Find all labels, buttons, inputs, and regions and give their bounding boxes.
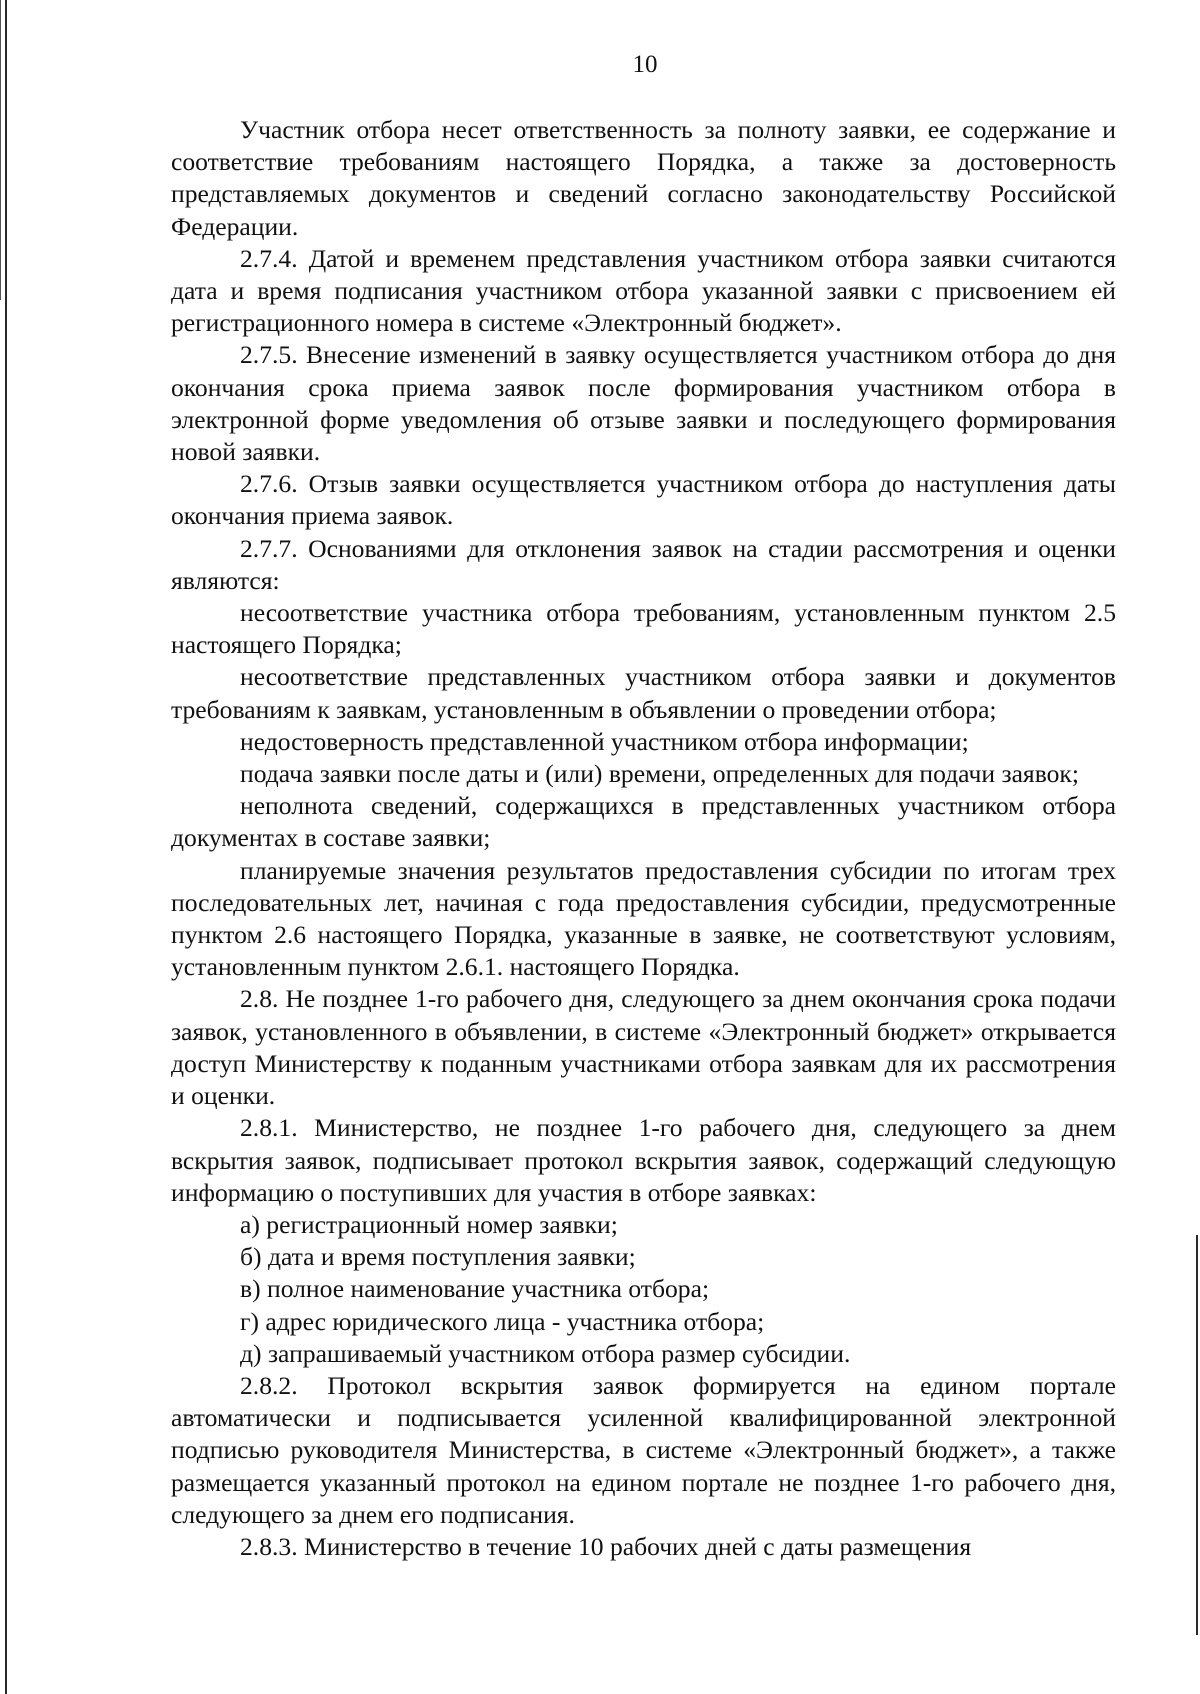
paragraph: 2.8.3. Министерство в течение 10 рабочих дней с даты размещения [240, 1531, 972, 1561]
paragraph: подача заявки после даты и (или) времени, определенных для подачи заявок; [240, 759, 1079, 789]
paragraph: Участник отбора несет ответственность за полноту заявки, ее содержание и соответствие требованиям настоящего Порядка, а также за достоверность представляемых документов и сведений согласно законодательству Российской Федерации. [171, 115, 1116, 241]
paragraph: недостоверность представленной участником отбора информации; [240, 726, 969, 756]
paragraph: 2.8. Не позднее 1-го рабочего дня, следующего за днем окончания срока подачи заявок, установленного в объявлении, в системе «Электронный бюджет» открывается доступ Министерству к поданным участниками отбора заявкам для их рассмотрения и оценки. [171, 984, 1116, 1111]
paragraph: 2.8.2. Протокол вскрытия заявок формируется на едином портале автоматически и подписывается усиленной квалифицированной электронной подписью руководителя Министерства, в системе «Электронный бюджет», а также размещается указанный протокол на едином портале не позднее 1-го рабочего дня, следующего за днем его подписания. [171, 1370, 1116, 1529]
list-item: б) дата и время поступления заявки; [240, 1242, 636, 1272]
paragraph: несоответствие представленных участником отбора заявки и документов требованиям к заявкам, установленным в объявлении о проведении отбора; [171, 662, 1116, 724]
list-item: г) адрес юридического лица - участника отбора; [240, 1306, 765, 1336]
page-number: 10 [632, 51, 658, 78]
scan-edge [0, 0, 1, 300]
paragraph: неполнота сведений, содержащихся в представленных участником отбора документах в составе заявки; [171, 791, 1116, 853]
paragraph: 2.7.4. Датой и временем представления участником отбора заявки считаются дата и время подписания участником отбора указанной заявки с присвоением ей регистрационного номера в системе «Электронный бюджет». [171, 243, 1116, 338]
scan-edge [1196, 1235, 1198, 1635]
paragraph: несоответствие участника отбора требованиям, установленным пунктом 2.5 настоящего Порядка; [171, 598, 1116, 660]
scan-edge [5, 0, 7, 1694]
paragraph: 2.7.7. Основаниями для отклонения заявок на стадии рассмотрения и оценки являются: [171, 533, 1116, 595]
list-item: в) полное наименование участника отбора; [240, 1274, 710, 1304]
document-body [171, 114, 1116, 1563]
list-item: д) запрашиваемый участником отбора размер субсидии. [240, 1338, 851, 1368]
scan-edge [5, 1600, 7, 1694]
list-item: а) регистрационный номер заявки; [240, 1209, 618, 1239]
paragraph: 2.8.1. Министерство, не позднее 1-го рабочего дня, следующего за днем вскрытия заявок, подписывает протокол вскрытия заявок, содержащий следующую информацию о поступивших для участия в отборе заявках: [171, 1113, 1116, 1207]
paragraph: 2.7.6. Отзыв заявки осуществляется участником отбора до наступления даты окончания приема заявок. [171, 469, 1116, 531]
paragraph: планируемые значения результатов предоставления субсидии по итогам трех последовательных лет, начиная с года предоставления субсидии, предусмотренные пунктом 2.6 настоящего Порядка, указанные в заявке, не соответствуют условиям, установленным пунктом 2.6.1. настоящего Порядка. [171, 855, 1116, 982]
paragraph: 2.7.5. Внесение изменений в заявку осуществляется участником отбора до дня окончания срока приема заявок после формирования участником отбора в электронной форме уведомления об отзыве заявки и последующего формирования новой заявки. [171, 340, 1116, 467]
